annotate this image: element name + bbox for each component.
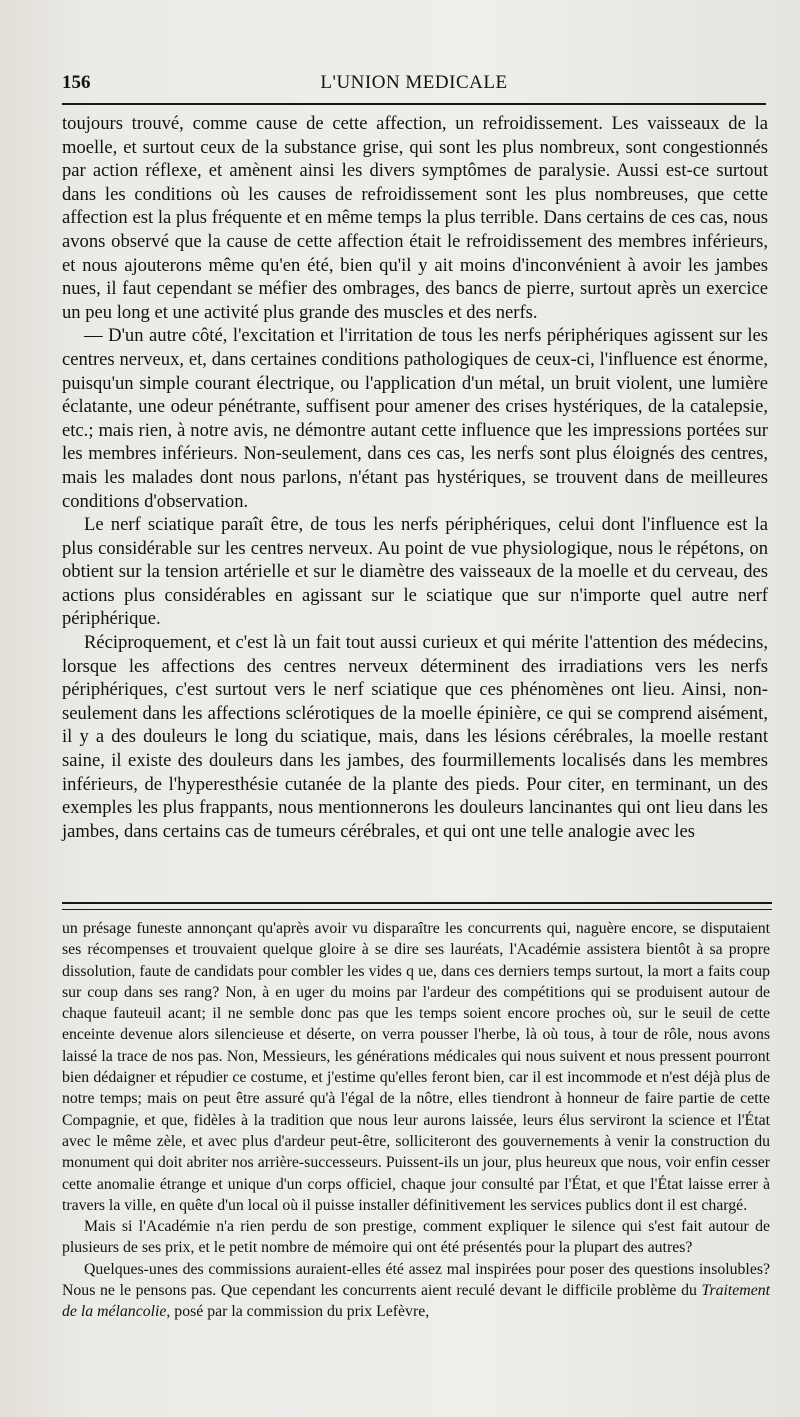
feuilleton-separator — [62, 902, 772, 910]
page-header — [62, 72, 766, 100]
text-run: Quelques-unes des commissions auraient-elles été assez mal inspirées pour poser des questions insolubles? Nous ne le pensons pas. Que cependant les concurrents aient reculé devant le difficile problème du — [62, 1260, 770, 1300]
paragraph — [62, 1259, 770, 1323]
italic-title: Traitement de la mélancolie — [62, 1282, 770, 1321]
paragraph: — D'un autre côté, l'excitation et l'irritation de tous les nerfs périphériques agissent sur les centres nerveux, et, dans certaines conditions pathologiques de ceux-ci, l'influence est énorme, puisqu'un simple courant électrique, ou l'application d'un métal, un bruit violent, une lumière éclatante, une odeur pénétrante, suffisent pour amener des crises hystériques, de la catalepsie, etc.; mais rien, à notre avis, ne démontre autant cette influence que les impressions portées sur les membres inférieurs. Non-seulement, dans ces cas, les nerfs sont plus éloignés des centres, mais les malades dont nous parlons, n'étant pas hystériques, se trouvent dans de meilleures conditions d'observation. — [62, 325, 768, 512]
paragraph: Le nerf sciatique paraît être, de tous les nerfs périphériques, celui dont l'influence est la plus considérable sur les centres nerveux. Au point de vue physiologique, nous le répétons, on obtient sur la tension artérielle et sur le diamètre des vaisseaux de la moelle et du cerveau, des actions plus considérables en agissant sur le sciatique que sur n'importe quel autre nerf périphérique. — [62, 514, 768, 630]
paragraph: Réciproquement, et c'est là un fait tout aussi curieux et qui mérite l'attention des médecins, lorsque les affections des centres nerveux déterminent des irradiations vers les nerfs périphériques, c'est surtout vers le nerf sciatique que ces phénomènes ont lieu. Ainsi, non-seulement dans les affections sclérotiques de la moelle épinière, ce qui se comprend aisément, il y a des douleurs le long du sciatique, mais, dans les lésions cérébrales, la moelle restant saine, il existe des douleurs dans les jambes, des fourmillements localisés dans les membres inférieurs, de l'hyperesthésie cutanée de la plante des pieds. Pour citer, en terminant, un des exemples les plus frappants, nous mentionnerons les douleurs lancinantes qui ont lieu dans les jambes, dans certains cas de tumeurs cérébrales, et qui ont une telle analogie avec les — [62, 632, 768, 842]
running-title: L'UNION MEDICALE — [320, 72, 508, 93]
paragraph: un présage funeste annonçant qu'après avoir vu disparaître les concurrents qui, naguère encore, se disputaient ses récompenses et trouvaient quelque gloire à se dire ses lauréats, l'Académie assistera bientôt à sa propre dissolution, faute de candidats pour combler les vides q ue, dans ces derniers temps surtout, la mort a faits coup sur coup dans ses rang? Non, à en uger du moins par l'ardeur des compétitions qui se produisent autour de chaque fauteuil acant; il ne semble donc pas que les temps soient encore proches où, sur le seuil de cette enceinte devenue alors silencieuse et déserte, on verra pousser l'herbe, là où tous, à tour de rôle, nous avons laissé la trace de nos pas. Non, Messieurs, les générations médicales qui nous suivent et nous pressent pourront bien dédaigner et répudier ce costume, et j'estime qu'elles feront bien, car il est incommode et n'est déjà plus de notre temps; mais on peut être assuré qu'à l'égal de la nôtre, elles tiendront à honneur de faire partie de cette Compagnie, et que, fidèles à la tradition que nous leur aurons laissée, leurs élus serviront la science et l'État avec le même zèle, et avec plus d'ardeur peut-être, solliciteront des gouvernements à venir la construction du monument qui doit abriter nos arrière-successeurs. Puissent-ils un jour, plus heureux que nous, voir enfin cesser cette anomalie étrange et unique d'un corps officiel, chaque jour consulté par l'État, et que l'État laisse errer à travers la ville, en quête d'un local où il puisse installer définitivement les services publics dont il est chargé. — [62, 920, 770, 1214]
paragraph: Mais si l'Académie n'a rien perdu de son prestige, comment expliquer le silence qui s'est fait autour de plusieurs de ses prix, et le petit nombre de mémoire qui ont été présentés pour la plupart des autres? — [62, 1218, 770, 1257]
feuilleton-article — [62, 918, 770, 1323]
main-article — [62, 112, 768, 843]
page-number: 156 — [62, 72, 91, 93]
text-run: , posé par la commission du prix Lefèvre, — [166, 1303, 430, 1321]
paragraph: toujours trouvé, comme cause de cette affection, un refroidissement. Les vaisseaux de la moelle, et surtout ceux de la substance grise, qui sont les plus nombreux, sont congestionnés par action réflexe, et amènent ainsi les divers symptômes de paralysie. Aussi est-ce surtout dans les conditions où les causes de refroidissement sont les plus nombreuses, que cette affection est la plus fréquente et en même temps la plus terrible. Dans certains de ces cas, nous avons observé que la cause de cette affection était le refroidissement des membres inférieurs, et nous ajouterons même qu'en été, bien qu'il y ait moins d'inconvénient à avoir les jambes nues, il faut cependant se méfier des ombrages, des bancs de pierre, surtout après un exercice un peu long et une activité plus grande des muscles et des nerfs. — [62, 113, 768, 323]
header-rule — [62, 103, 766, 105]
